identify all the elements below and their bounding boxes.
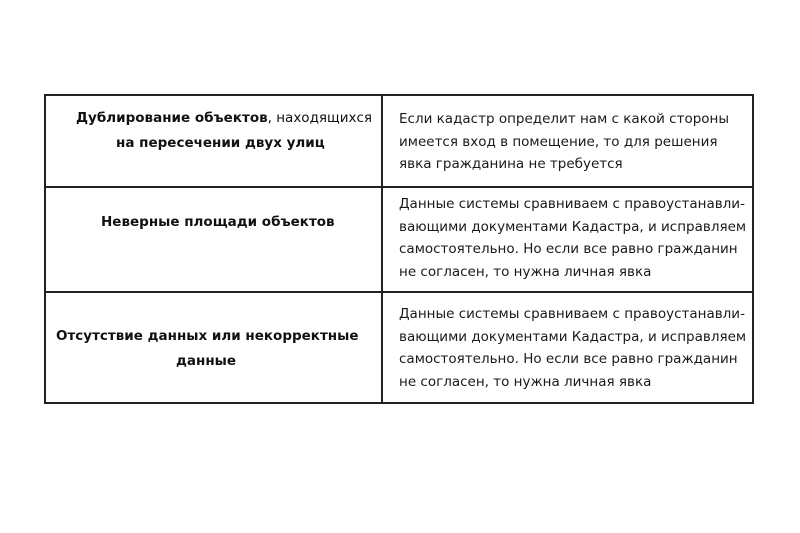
solution-line: Данные системы сравниваем с правоустанавли- xyxy=(399,196,745,212)
solution-text xyxy=(399,108,729,176)
solution-line: вающими документами Кадастра, и исправляем xyxy=(399,218,747,235)
solution-line: имеется вход в помещение, то для решения xyxy=(399,133,718,150)
issue-text xyxy=(76,106,372,156)
solution-line: Если кадастр определит нам с какой стороны xyxy=(399,111,730,127)
issue-text xyxy=(101,210,335,235)
issue-bold-part: на пересечении двух улиц xyxy=(116,135,325,151)
solution-text xyxy=(399,303,746,393)
issue-regular-part: , находящихся xyxy=(267,110,373,126)
issue-bold-part: Дублирование объектов xyxy=(76,110,268,126)
solution-line: не согласен, то нужна личная явка xyxy=(399,373,652,390)
solution-line: самостоятельно. Но если все равно гражданин xyxy=(399,351,738,367)
table-row-3-issue-cell xyxy=(46,293,383,402)
issue-bold-part: данные xyxy=(176,353,237,369)
table-row-3-solution-cell xyxy=(383,293,752,402)
issue-bold-part: Отсутствие данных или некорректные xyxy=(56,328,359,344)
solution-line: Данные системы сравниваем с правоустанавли- xyxy=(399,306,745,322)
issue-text xyxy=(56,324,358,374)
solution-text xyxy=(399,193,746,283)
table-row-2-solution-cell xyxy=(383,188,752,293)
problems-table xyxy=(44,94,754,404)
table-row-1-solution-cell xyxy=(383,96,752,188)
issue-bold-part: Неверные площади объектов xyxy=(101,214,335,230)
table-row-1-issue-cell xyxy=(46,96,383,188)
solution-line: явка гражданина не требуется xyxy=(399,156,623,172)
table-row-2-issue-cell xyxy=(46,188,383,293)
solution-line: самостоятельно. Но если все равно гражданин xyxy=(399,241,738,257)
solution-line: вающими документами Кадастра, и исправляем xyxy=(399,328,747,345)
solution-line: не согласен, то нужна личная явка xyxy=(399,263,652,280)
